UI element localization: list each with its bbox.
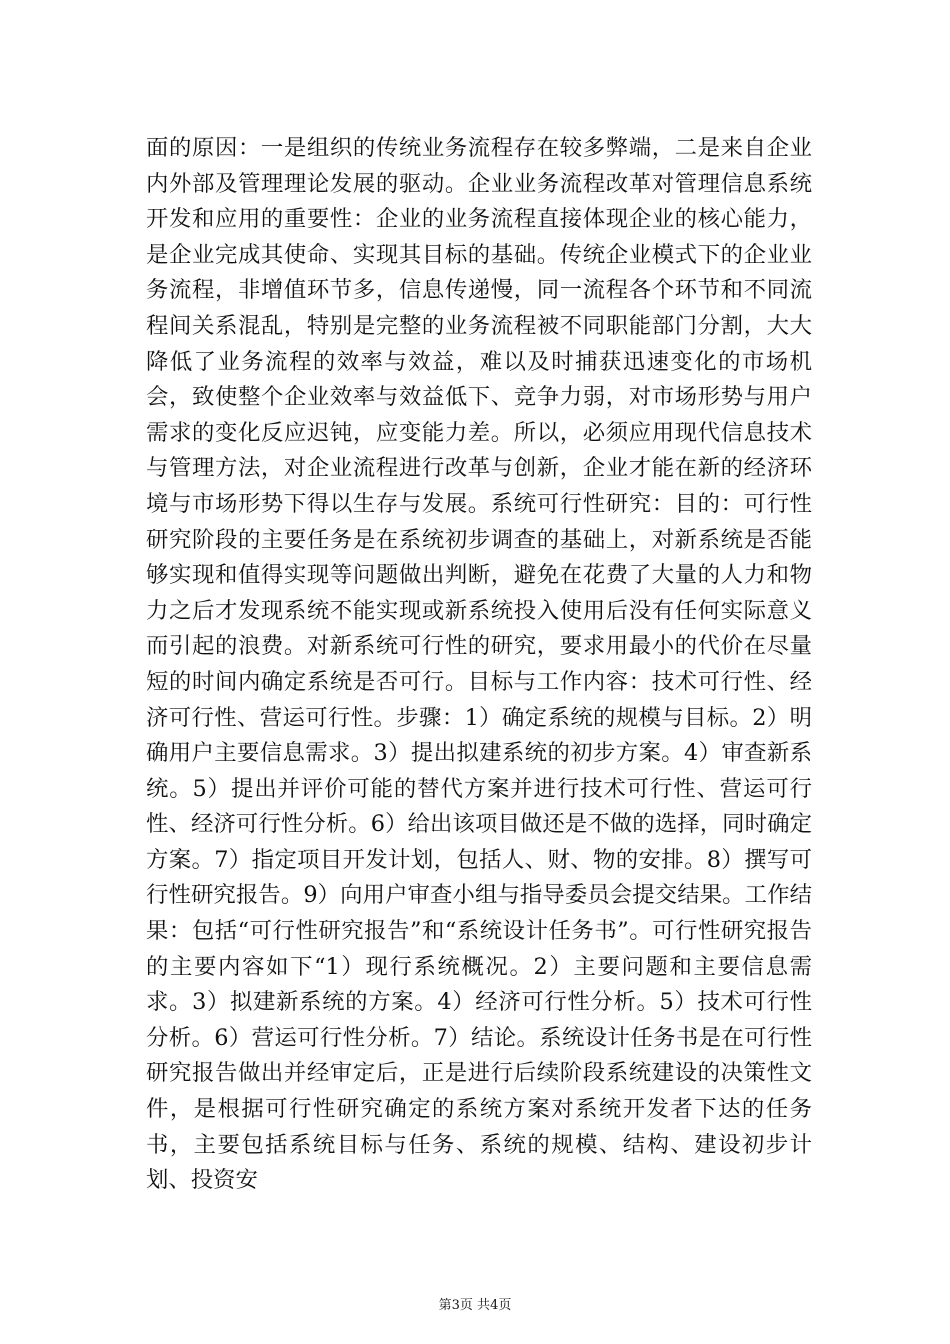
page-footer bbox=[0, 1298, 950, 1314]
footer-current-page: 3 bbox=[451, 1298, 460, 1313]
footer-prefix: 第 bbox=[438, 1298, 452, 1313]
body-paragraph: 面的原因：一是组织的传统业务流程存在较多弊端，二是来自企业内外部及管理理论发展的驱动。企业业务流程改革对管理信息系统开发和应用的重要性：企业的业务流程直接体现企业的核心能力，是企业完成其使命、实现其目标的基础。传统企业模式下的企业业务流程，非增值环节多，信息传递慢，同一流程各个环节和不同流程间关系混乱，特别是完整的业务流程被不同职能部门分割，大大降低了业务流程的效率与效益，难以及时捕获迅速变化的市场机会，致使整个企业效率与效益低下、竞争力弱，对市场形势与用户需求的变化反应迟钝，应变能力差。所以，必须应用现代信息技术与管理方法，对企业流程进行改革与创新，企业才能在新的经济环境与市场形势下得以生存与发展。系统可行性研究：目的：可行性研究阶段的主要任务是在系统初步调查的基础上，对新系统是否能够实现和值得实现等问题做出判断，避免在花费了大量的人力和物力之后才发现系统不能实现或新系统投入使用后没有任何实际意义而引起的浪费。对新系统可行性的研究，要求用最小的代价在尽量短的时间内确定系统是否可行。目标与工作内容：技术可行性、经济可行性、营运可行性。步骤：1）确定系统的规模与目标。2）明确用户主要信息需求。3）提出拟建系统的初步方案。4）审查新系统。5）提出并评价可能的替代方案并进行技术可行性、营运可行性、经济可行性分析。6）给出该项目做还是不做的选择，同时确定方案。7）指定项目开发计划，包括人、财、物的安排。8）撰写可行性研究报告。9）向用户审查小组与指导委员会提交结果。工作结果：包括“可行性研究报告”和“系统设计任务书”。可行性研究报告的主要内容如下“1）现行系统概况。2）主要问题和主要信息需求。3）拟建新系统的方案。4）经济可行性分析。5）技术可行性分析。6）营运可行性分析。7）结论。系统设计任务书是在可行性研究报告做出并经审定后，正是进行后续阶段系统建设的决策性文件，是根据可行性研究确定的系统方案对系统开发者下达的任务书，主要包括系统目标与任务、系统的规模、结构、建设初步计划、投资安 bbox=[146, 135, 812, 1194]
footer-suffix: 页 bbox=[498, 1298, 512, 1313]
footer-middle: 页 共 bbox=[459, 1298, 491, 1313]
footer-total-pages: 4 bbox=[490, 1298, 499, 1313]
